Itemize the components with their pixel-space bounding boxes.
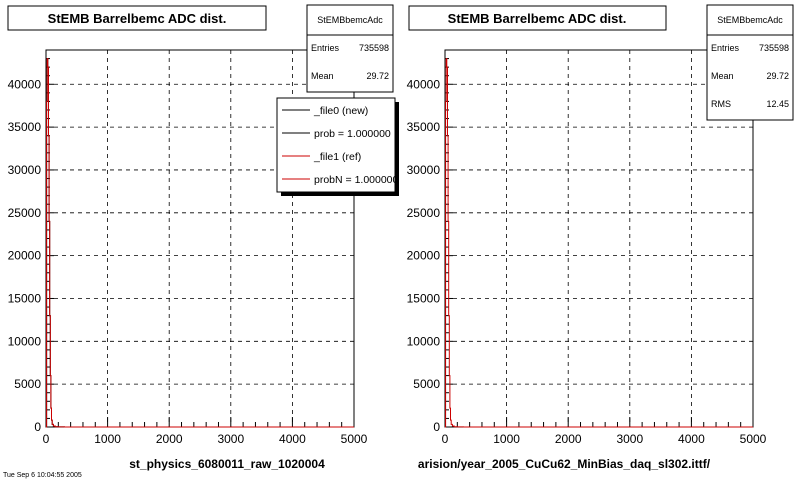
legend — [277, 98, 399, 196]
chart-title: StEMB Barrelbemc ADC dist. — [47, 11, 227, 26]
x-axis-title: arision/year_2005_CuCu62_MinBias_daq_sl302.ittf/ — [417, 457, 711, 471]
y-tick-label: 15000 — [406, 291, 440, 306]
y-tick-label: 40000 — [7, 77, 41, 92]
stats-entries-label: Entries — [311, 43, 340, 53]
y-tick-label: 15000 — [7, 291, 41, 306]
stats-entries-value: 735598 — [358, 43, 389, 53]
y-tick-label: 30000 — [7, 162, 41, 177]
y-tick-label: 5000 — [413, 377, 440, 392]
stats-name: StEMBbemcAdc — [317, 15, 383, 25]
stats-box — [307, 5, 393, 92]
stats-entries-value: 735598 — [758, 43, 789, 53]
stats-box — [707, 5, 793, 120]
stats-rms-value: 12.45 — [766, 99, 789, 109]
y-tick-label: 0 — [34, 420, 41, 434]
x-axis-title: st_physics_6080011_raw_1020004 — [129, 457, 325, 471]
y-tick-label: 35000 — [7, 120, 41, 135]
stats-mean-value: 29.72 — [766, 71, 789, 81]
y-tick-label: 10000 — [406, 334, 440, 349]
legend-label-prob: prob = 1.000000 — [314, 128, 391, 140]
footer-timestamp: Tue Sep 6 10:04:55 2005 — [3, 472, 82, 479]
x-tick-label: 0 — [42, 432, 50, 446]
x-tick-label: 4000 — [279, 432, 306, 446]
x-tick-label: 4000 — [678, 432, 705, 446]
chart-title: StEMB Barrelbemc ADC dist. — [447, 11, 627, 26]
left-panel — [8, 5, 399, 471]
x-tick-label: 3000 — [217, 432, 245, 446]
stats-entries-label: Entries — [711, 43, 740, 53]
y-tick-label: 30000 — [406, 162, 440, 177]
x-tick-label: 0 — [441, 432, 449, 446]
x-tick-label: 1000 — [94, 432, 121, 446]
chart-title-box — [8, 6, 266, 30]
x-tick-label: 1000 — [493, 432, 520, 446]
x-tick-label: 5000 — [739, 432, 767, 446]
right-panel — [407, 5, 793, 471]
x-tick-label: 5000 — [340, 432, 368, 446]
y-tick-label: 5000 — [14, 377, 41, 392]
x-tick-label: 2000 — [155, 432, 183, 446]
legend-label-file1: _file1 (ref) — [314, 151, 362, 163]
y-tick-label: 25000 — [406, 205, 440, 220]
y-tick-label: 35000 — [406, 120, 440, 135]
y-tick-label: 10000 — [7, 334, 41, 349]
stats-name: StEMBbemcAdc — [717, 15, 783, 25]
x-tick-label: 3000 — [616, 432, 644, 446]
y-tick-label: 0 — [433, 420, 440, 434]
y-tick-label: 20000 — [406, 248, 440, 263]
y-tick-label: 20000 — [7, 248, 41, 263]
stats-mean-label: Mean — [311, 71, 334, 81]
x-tick-label: 2000 — [554, 432, 582, 446]
legend-label-probn: probN = 1.000000 — [314, 174, 399, 186]
stats-mean-label: Mean — [711, 71, 734, 81]
chart-title-box — [409, 6, 666, 30]
legend-label-file0: _file0 (new) — [314, 105, 369, 117]
y-tick-label: 25000 — [7, 205, 41, 220]
y-tick-label: 40000 — [406, 77, 440, 92]
stats-mean-value: 29.72 — [366, 71, 389, 81]
stats-rms-label: RMS — [711, 99, 731, 109]
